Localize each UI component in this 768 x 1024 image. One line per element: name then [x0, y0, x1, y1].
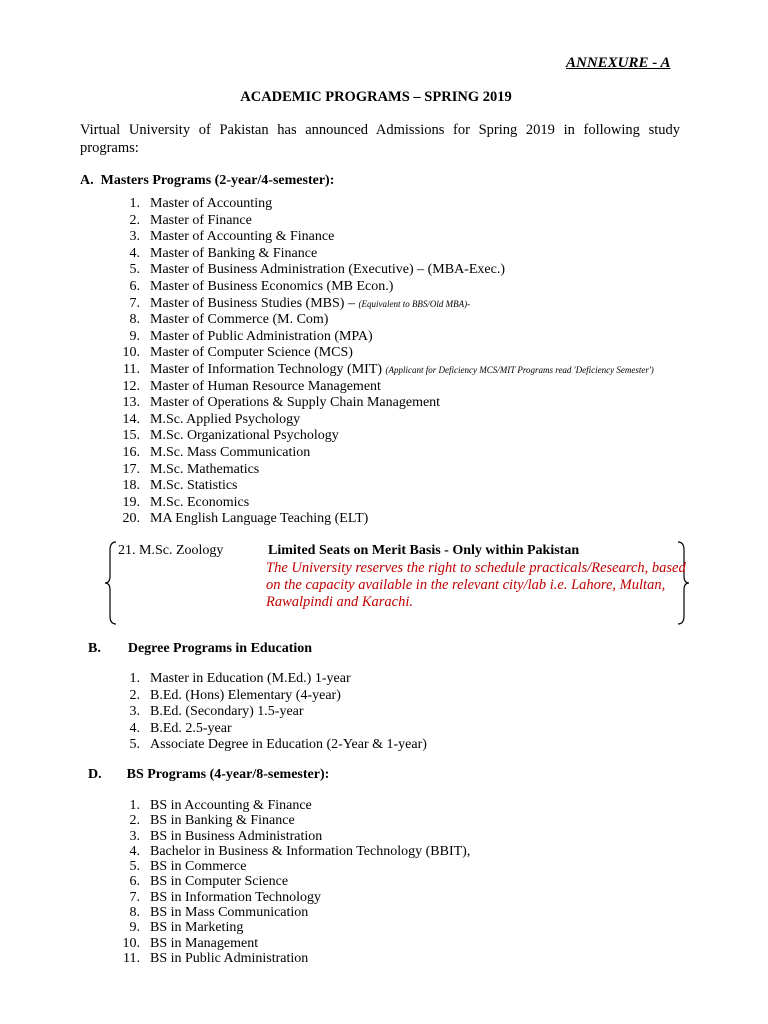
education-program-list: [80, 671, 427, 754]
section-b-letter: B.: [88, 641, 101, 656]
page-title: ACADEMIC PROGRAMS – SPRING 2019: [240, 89, 512, 105]
item-number: 4.: [129, 843, 140, 859]
list-item: [80, 362, 654, 379]
program-name: Master of Operations & Supply Chain Management: [150, 395, 441, 411]
list-item: [80, 890, 470, 905]
program-name: BS in Mass Communication: [150, 905, 309, 921]
program-name: BS in Banking & Finance: [150, 813, 295, 829]
annexure-label: ANNEXURE - A: [566, 55, 671, 71]
item-number: 16.: [122, 444, 140, 460]
program-name: Master of Accounting: [150, 196, 273, 211]
item-number: 8.: [129, 905, 140, 921]
list-item: [80, 478, 654, 495]
list-item: [80, 936, 470, 951]
list-item: [80, 859, 470, 874]
item-number: 6.: [129, 874, 140, 890]
item-number: 20.: [122, 511, 140, 527]
item-number: 3.: [129, 229, 140, 245]
program-name: Master of Information Technology (MIT): [150, 361, 386, 377]
list-item: [80, 721, 427, 738]
list-item: [80, 737, 427, 754]
program-name: BS in Computer Science: [150, 874, 289, 890]
list-item: [80, 395, 654, 412]
program-name: M.Sc. Mathematics: [150, 461, 260, 477]
list-item: [80, 229, 654, 246]
program-name: BS in Marketing: [150, 920, 244, 936]
program-name: Master of Finance: [150, 212, 252, 228]
item-number: 1.: [129, 196, 140, 211]
program-note: (Equivalent to BBS/Old MBA)-: [358, 298, 471, 309]
program-name: M.Sc. Mass Communication: [150, 444, 311, 460]
bs-program-list: [80, 798, 470, 966]
item-number: 11.: [123, 950, 140, 966]
program-name: Master of Public Administration (MPA): [150, 328, 373, 344]
program-name: M.Sc. Economics: [150, 494, 250, 510]
program-name: M.Sc. Statistics: [150, 478, 238, 494]
program-name: Master of Business Studies (MBS) –: [150, 295, 359, 311]
section-b-heading: [88, 641, 312, 657]
list-item: [80, 844, 470, 859]
list-item: [80, 428, 654, 445]
zoology-note-block: [104, 540, 694, 626]
program-name: Master of Commerce (M. Com): [150, 312, 329, 328]
list-item: [80, 511, 654, 528]
item-number: 5.: [129, 737, 140, 753]
program-name: BS in Commerce: [150, 859, 247, 875]
item-number: 13.: [122, 395, 140, 411]
item-number: 15.: [122, 428, 140, 444]
item-number: 10.: [122, 345, 140, 361]
item-number: 2.: [129, 687, 140, 703]
zoology-item: 21. M.Sc. Zoology: [118, 543, 224, 558]
section-d-heading: [88, 767, 329, 783]
item-number: 4.: [129, 720, 140, 736]
item-number: 11.: [123, 361, 140, 377]
item-number: 5.: [129, 262, 140, 278]
item-number: 18.: [122, 478, 140, 494]
list-item: [80, 312, 654, 329]
item-number: 1.: [129, 798, 140, 813]
section-d-letter: D.: [88, 767, 102, 782]
program-name: Master of Human Resource Management: [150, 378, 381, 394]
list-item: [80, 279, 654, 296]
list-item: [80, 704, 427, 721]
program-name: M.Sc. Organizational Psychology: [150, 428, 339, 444]
section-b-title: Degree Programs in Education: [127, 641, 313, 656]
list-item: [80, 688, 427, 705]
list-item: [80, 495, 654, 512]
list-item: [80, 296, 654, 313]
list-item: [80, 345, 654, 362]
program-name: B.Ed. (Secondary) 1.5-year: [150, 704, 304, 720]
item-number: 1.: [129, 671, 140, 686]
program-name: Associate Degree in Education (2-Year & 1-year): [150, 737, 427, 753]
section-a-heading: [80, 173, 334, 189]
program-name: BS in Accounting & Finance: [150, 798, 312, 813]
program-name: MA English Language Teaching (ELT): [150, 511, 369, 527]
item-number: 7.: [129, 889, 140, 905]
university-reserves-note: The University reserves the right to schedule practicals/Research, based on the capacity available in the relevant city/lab i.e. Lahore, Multan, Rawalpindi and Karachi.: [266, 560, 686, 610]
list-item: [80, 246, 654, 263]
program-name: BS in Business Administration: [150, 828, 323, 844]
program-name: B.Ed. (Hons) Elementary (4-year): [150, 687, 341, 703]
item-number: 9.: [129, 328, 140, 344]
list-item: [80, 379, 654, 396]
left-brace-icon: [104, 540, 118, 626]
item-number: 8.: [129, 312, 140, 328]
merit-notice: Limited Seats on Merit Basis - Only within Pakistan: [268, 543, 580, 558]
list-item: [80, 813, 470, 828]
program-name: BS in Public Administration: [150, 950, 309, 966]
list-item: [80, 798, 470, 813]
program-name: B.Ed. 2.5-year: [150, 720, 232, 736]
item-number: 5.: [129, 859, 140, 875]
program-name: Master of Accounting & Finance: [150, 229, 335, 245]
program-name: Master of Computer Science (MCS): [150, 345, 353, 361]
item-number: 14.: [122, 411, 140, 427]
program-name: Master in Education (M.Ed.) 1-year: [150, 671, 351, 686]
item-number: 3.: [129, 828, 140, 844]
list-item: [80, 412, 654, 429]
list-item: [80, 829, 470, 844]
item-number: 2.: [129, 813, 140, 829]
program-name: Bachelor in Business & Information Technology (BBIT),: [150, 843, 471, 859]
list-item: [80, 329, 654, 346]
list-item: [80, 262, 654, 279]
item-number: 4.: [129, 245, 140, 261]
list-item: [80, 920, 470, 935]
item-number: 9.: [129, 920, 140, 936]
list-item: [80, 874, 470, 889]
list-item: [80, 196, 654, 213]
list-item: [80, 671, 427, 688]
section-a-title: Masters Programs (2-year/4-semester):: [100, 173, 335, 188]
item-number: 10.: [122, 935, 140, 951]
list-item: [80, 462, 654, 479]
item-number: 19.: [122, 494, 140, 510]
program-name: M.Sc. Applied Psychology: [150, 411, 301, 427]
program-name: Master of Banking & Finance: [150, 245, 318, 261]
list-item: [80, 445, 654, 462]
list-item: [80, 905, 470, 920]
masters-program-list: [80, 196, 654, 528]
program-name: BS in Management: [150, 935, 259, 951]
list-item: [80, 951, 470, 966]
list-item: [80, 213, 654, 230]
item-number: 3.: [129, 704, 140, 720]
section-d-title: BS Programs (4-year/8-semester):: [126, 767, 330, 782]
item-number: 12.: [122, 378, 140, 394]
program-name: BS in Information Technology: [150, 889, 322, 905]
program-note: (Applicant for Deficiency MCS/MIT Programs read 'Deficiency Semester'): [385, 364, 654, 375]
item-number: 7.: [129, 295, 140, 311]
item-number: 2.: [129, 212, 140, 228]
program-name: Master of Business Administration (Executive) – (MBA-Exec.): [150, 262, 505, 278]
item-number: 17.: [122, 461, 140, 477]
section-a-letter: A.: [80, 173, 94, 188]
intro-paragraph: Virtual University of Pakistan has announced Admissions for Spring 2019 in following study programs:: [80, 122, 680, 156]
item-number: 6.: [129, 278, 140, 294]
program-name: Master of Business Economics (MB Econ.): [150, 278, 394, 294]
